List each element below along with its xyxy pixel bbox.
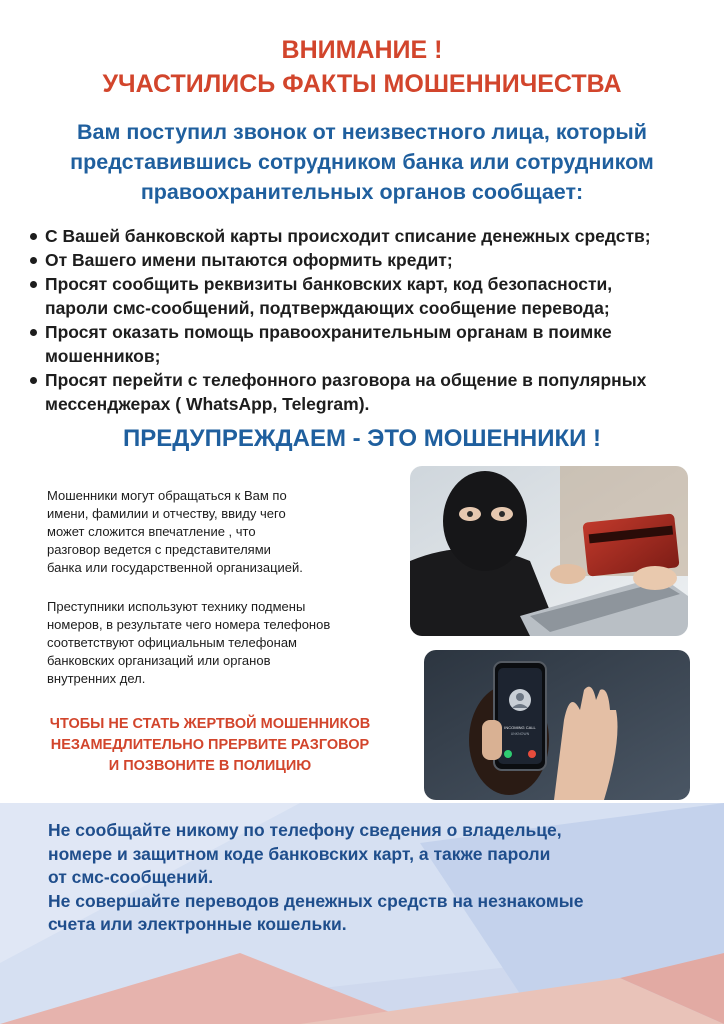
alert-line: НЕЗАМЕДЛИТЕЛЬНО ПРЕРВИТЕ РАЗГОВОР	[50, 737, 370, 753]
fraud-signs-list	[30, 224, 714, 416]
list-item	[30, 272, 714, 320]
paragraph-line: Преступники используют технику подмены	[47, 599, 306, 614]
decline-call-icon	[528, 750, 536, 758]
paragraph-line: банковских организаций или органов	[47, 653, 271, 668]
banner-line: номере и защитном коде банковских карт, а также пароли	[48, 843, 551, 864]
paragraph-line: банка или государственной организацией.	[47, 560, 303, 575]
paragraph-impersonation	[47, 487, 392, 577]
bottom-advice-banner	[0, 803, 724, 1024]
incoming-call-caption: INCOMING CALL	[504, 725, 536, 730]
alert-call-police	[20, 714, 400, 777]
incoming-call-photo	[424, 650, 690, 800]
alert-line: И ПОЗВОНИТЕ В ПОЛИЦИЮ	[108, 758, 312, 774]
paragraph-line: внутренних дел.	[47, 671, 146, 686]
unknown-caller-caption: UNKNOWN	[510, 732, 530, 736]
accept-call-icon	[504, 750, 512, 758]
paragraph-line: может сложится впечатление , что	[47, 524, 256, 539]
paragraph-line: разговор ведется с представителями	[47, 542, 271, 557]
header-title-fraud: УЧАСТИЛИСЬ ФАКТЫ МОШЕННИЧЕСТВА	[102, 70, 622, 98]
paragraph-line: Мошенники могут обращаться к Вам по	[47, 488, 287, 503]
list-item	[30, 368, 714, 416]
banner-line: счета или электронные кошельки.	[48, 914, 347, 934]
intro-line: правоохранительных органов сообщает:	[140, 180, 584, 204]
list-item	[30, 248, 714, 272]
banner-line: от смс-сообщений.	[48, 867, 214, 887]
list-item	[30, 224, 714, 248]
intro-text	[30, 117, 694, 207]
intro-line: представившись сотрудником банка или сотрудником	[70, 150, 654, 174]
banner-line: Не сообщайте никому по телефону сведения о владельце,	[48, 820, 562, 840]
paragraph-spoofing	[47, 598, 392, 688]
list-item-text: От Вашего имени пытаются оформить кредит;	[45, 250, 453, 270]
list-item-text: Просят оказать помощь правоохранительным органам в поимке мошенников;	[45, 322, 612, 366]
bullet-icon	[30, 329, 37, 336]
header-title-attention: ВНИМАНИЕ !	[281, 36, 443, 64]
list-item-text: Просят перейти с телефонного разговора на общение в популярных мессенджерах ( WhatsApp, Telegram).	[45, 370, 647, 414]
list-item	[30, 320, 714, 368]
bullet-icon	[30, 281, 37, 288]
fraudster-photo	[410, 466, 688, 636]
intro-line: Вам поступил звонок от неизвестного лица, который	[77, 120, 647, 144]
list-item-text: С Вашей банковской карты происходит списание денежных средств;	[45, 226, 651, 246]
bullet-icon	[30, 377, 37, 384]
alert-line: ЧТОБЫ НЕ СТАТЬ ЖЕРТВОЙ МОШЕННИКОВ	[49, 716, 371, 732]
bullet-icon	[30, 257, 37, 264]
banner-text	[48, 819, 708, 937]
bullet-icon	[30, 233, 37, 240]
paragraph-line: номеров, в результате чего номера телефонов	[47, 617, 331, 632]
banner-line: Не совершайте переводов денежных средств на незнакомые	[48, 890, 584, 911]
list-item-text: Просят сообщить реквизиты банковских карт, код безопасности, пароли смс-сообщений, подтверждающих сообщение перевода;	[45, 274, 613, 318]
warning-heading: ПРЕДУПРЕЖДАЕМ - ЭТО МОШЕННИКИ !	[122, 425, 602, 452]
paragraph-line: соответствуют официальным телефонам	[47, 635, 297, 650]
paragraph-line: имени, фамилии и отчеству, ввиду чего	[47, 506, 286, 521]
